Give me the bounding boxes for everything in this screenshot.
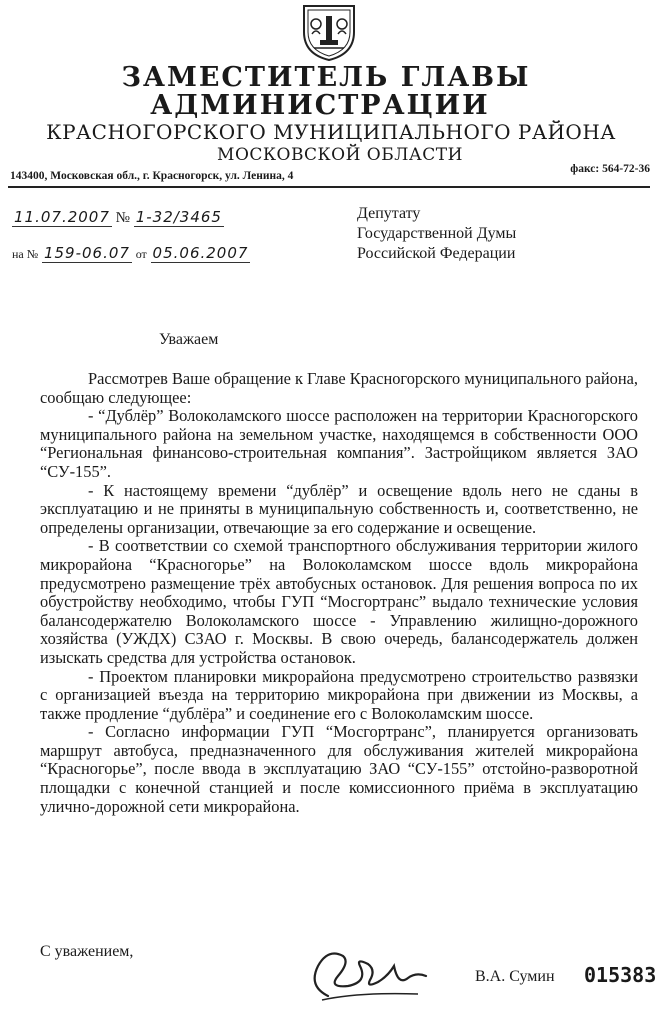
incoming-reference xyxy=(12,244,250,263)
number-label: № xyxy=(115,210,130,226)
body-paragraph: - Согласно информации ГУП “Мосгортранс”, планируется организовать маршрут автобуса, предназначенного для обслуживания жителей микрорайона “Красногорье”, после ввода в эксплуатацию ЗАО “СУ-155” отстойно-разворотной площадки с конечной станцией и после комиссионного приёма в эксплуатацию улично-дорожной сети микрорайона. xyxy=(40,722,638,816)
handwritten-signature xyxy=(298,936,448,1008)
coat-of-arms-icon xyxy=(298,2,360,62)
letter-date: 11.07.2007 xyxy=(14,208,110,226)
recipient-line2: Государственной Думы xyxy=(357,225,517,242)
closing-phrase: С уважением, xyxy=(40,943,134,960)
signer-name: В.А. Сумин xyxy=(475,968,555,985)
body-paragraph: - К настоящему времени “дублёр” и освещение вдоль него не сданы в эксплуатацию и не приняты в муниципальную собственность и, соответственно, не определены организации, отвечающие за его содержание и освещение. xyxy=(40,480,638,537)
redacted-greeting-3 xyxy=(312,332,434,348)
body-paragraph: - Проектом планировки микрорайона предусмотрено строительство развязки с организацией въезда на территорию микрорайона при движении из Москвы, а также продление “дублёра” и соединение его с Волоколамским шоссе. xyxy=(40,666,638,723)
letterhead-title-line1: ЗАМЕСТИТЕЛЬ ГЛАВЫ xyxy=(121,62,531,93)
greeting: Уважаем xyxy=(159,331,219,348)
letter-number: 1-32/3465 xyxy=(135,208,222,226)
letterhead-title-line2: АДМИНИСТРАЦИИ xyxy=(150,90,490,121)
recipient-line1: Депутату xyxy=(357,205,421,222)
outgoing-reference xyxy=(12,208,224,227)
recipient-line3: Российской Федерации xyxy=(357,245,516,262)
letterhead-address: 143400, Московская обл., г. Красногорск, ул. Ленина, 4 xyxy=(10,170,294,182)
body-paragraph: Рассмотрев Ваше обращение к Главе Красногорского муниципального района, сообщаю следующее: xyxy=(40,369,638,407)
in-reply-label: на № xyxy=(12,247,39,261)
from-label: от xyxy=(135,247,147,261)
reply-number: 159-06.07 xyxy=(43,244,130,262)
letter-body xyxy=(40,370,638,816)
redacted-greeting-1 xyxy=(232,332,250,348)
letterhead-region: КРАСНОГОРСКОГО МУНИЦИПАЛЬНОГО РАЙОНА xyxy=(46,120,616,144)
recipient-block xyxy=(357,204,516,264)
body-paragraph: - В соответствии со схемой транспортного обслуживания территории жилого микрорайона “Красногорье” на Волоколамском шоссе вдоль микрорайона предусмотрено размещение трёх автобусных остановок. Для решения вопроса по их обустройству необходимо, чтобы ГУП “Мосгортранс” выдало технические условия балансодержателю Волоколамского шоссе - Управлению жилищно-дорожного хозяйства (УЖДХ) СЗАО г. Москвы. В свою очередь, балансодержатель должен изыскать средства для устройства остановок. xyxy=(40,536,638,667)
redacted-recipient-name xyxy=(357,264,549,280)
letterhead-oblast: МОСКОВСКОЙ ОБЛАСТИ xyxy=(217,145,463,165)
redacted-greeting-2 xyxy=(257,332,307,348)
registration-number: 015383 xyxy=(584,963,656,987)
reply-date: 05.06.2007 xyxy=(152,244,249,262)
letterhead-fax: факс: 564-72-36 xyxy=(570,163,650,175)
letterhead-divider xyxy=(8,186,650,188)
body-paragraph: - “Дублёр” Волоколамского шоссе расположен на территории Красногорского муниципального района на земельном участке, находящемся в собственности ООО “Региональная финансово-строительная компания”. Застройщиком является ЗАО “СУ-155”. xyxy=(40,406,638,481)
